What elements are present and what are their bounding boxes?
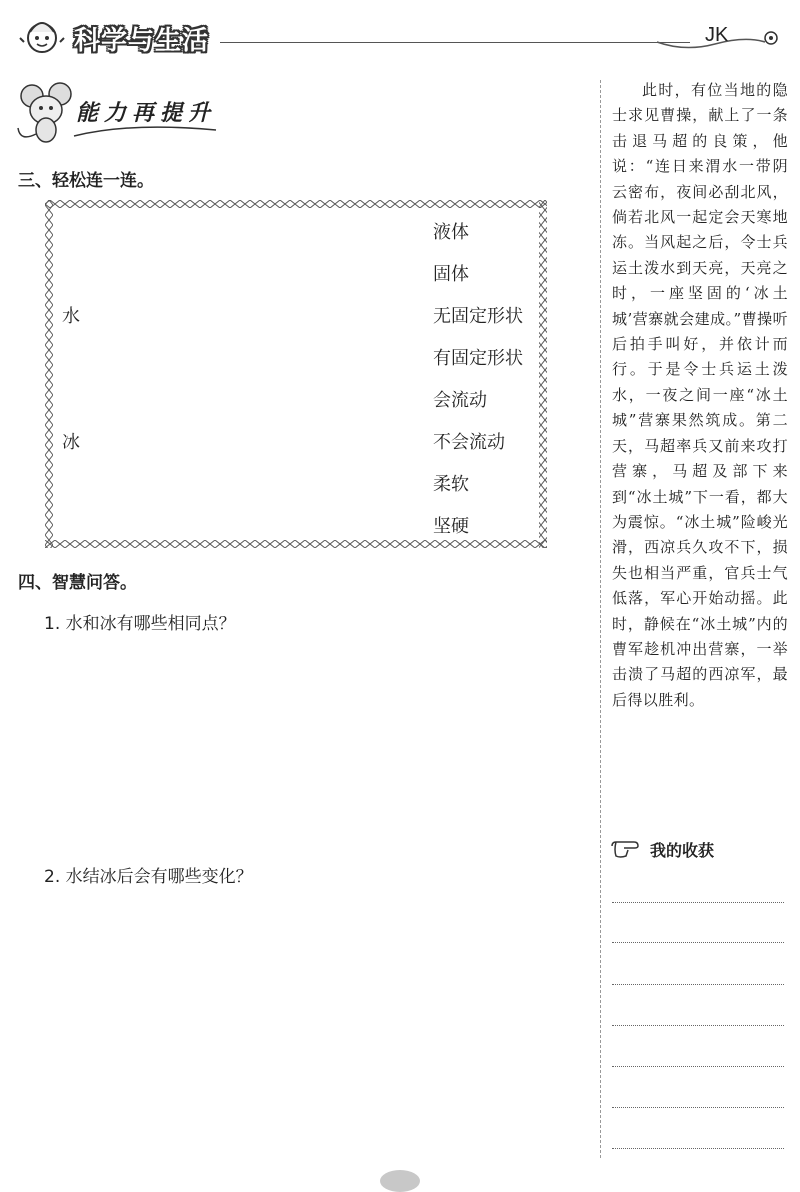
story-text	[612, 78, 788, 713]
right-item: 有固定形状	[433, 348, 523, 369]
story-paragraph: 此时，有位当地的隐士求见曹操，献上了一条击退马超的良策，他说：“连日来渭水一带阴云密布，夜间必刮北风，倘若北风一起定会天寒地冻。当风起之后，令士兵运土泼水到天亮，天亮之时，一座坚固的‘冰土城’营寨就会建成。”曹操听后拍手叫好，并依计而行。于是令士兵运土泼水，一夜之间一座“冰土城”营寨果然筑成。第二天，马超率兵又前来攻打营寨，马超及部下来到“冰土城”下一看，都大为震惊。“冰土城”险峻光滑，西凉兵久攻不下，损失也相当严重，官兵士气低落，军心开始动摇。此时，静候在“冰土城”内的曹军趁机冲出营寨，一举击溃了马超的西凉军，最后得以胜利。	[612, 81, 788, 709]
answer-line[interactable]	[612, 942, 784, 943]
right-item: 无固定形状	[433, 306, 523, 327]
header-rule	[220, 42, 690, 43]
answer-line[interactable]	[612, 984, 784, 985]
right-item: 液体	[433, 222, 469, 243]
answer-line[interactable]	[612, 1148, 784, 1149]
right-item: 坚硬	[433, 516, 469, 537]
pointing-hand-icon	[610, 838, 642, 860]
sub-question-1: 1. 水和冰有哪些相同点？	[44, 614, 236, 634]
cartoon-logo-icon	[18, 12, 66, 56]
column-divider	[600, 80, 601, 1158]
question-3-title: 三、轻松连一连。	[18, 171, 154, 191]
question-4-title: 四、智慧问答。	[18, 573, 137, 593]
section-banner: 能力再提升	[76, 100, 217, 126]
header-code: JK	[705, 24, 729, 46]
left-item-water: 水	[62, 306, 80, 327]
right-item: 不会流动	[433, 432, 505, 453]
answer-line[interactable]	[612, 1066, 784, 1067]
banner-swash-icon	[70, 118, 220, 142]
page-number-badge	[380, 1170, 420, 1192]
answer-line[interactable]	[612, 1025, 784, 1026]
right-item: 会流动	[433, 390, 487, 411]
gains-title: 我的收获	[650, 841, 715, 860]
answer-line[interactable]	[612, 902, 784, 903]
answer-line[interactable]	[612, 1107, 784, 1108]
header-title: 科学与生活	[74, 26, 210, 56]
sub-question-2: 2. 水结冰后会有哪些变化？	[44, 867, 253, 887]
matching-box	[45, 200, 547, 548]
right-item: 柔软	[433, 474, 469, 495]
right-item: 固体	[433, 264, 469, 285]
left-item-ice: 冰	[62, 432, 80, 453]
